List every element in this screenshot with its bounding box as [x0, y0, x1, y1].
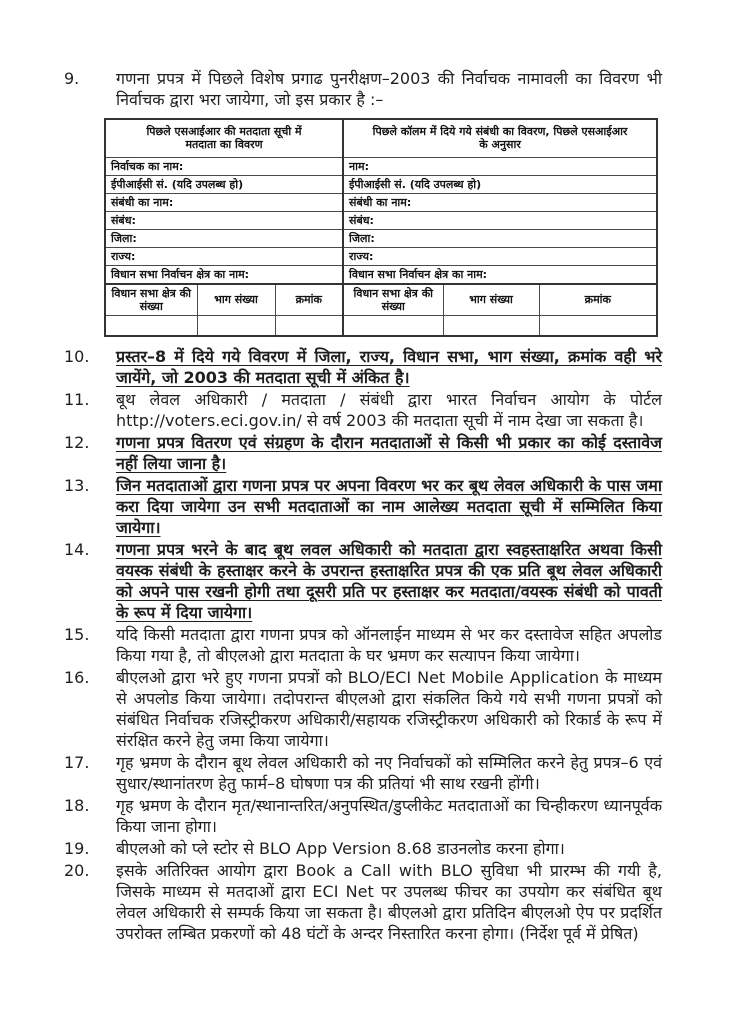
list-item-20 [64, 860, 662, 944]
table-cell: विधान सभा निर्वाचन क्षेत्र का नाम: [105, 265, 343, 284]
item-number: 11. [64, 390, 90, 409]
table-row [105, 175, 657, 193]
table-header-left: पिछले एसआईआर की मतदाता सूची में मतदाता का विवरण [105, 119, 343, 157]
empty-cell [275, 315, 343, 336]
table-cell: संबंध: [343, 211, 657, 229]
item-number: 20. [64, 861, 90, 880]
table-cell: विधान सभा निर्वाचन क्षेत्र का नाम: [343, 265, 657, 284]
item-number: 14. [64, 540, 90, 559]
table-header-row [105, 119, 657, 157]
table-cell: नाम: [343, 157, 657, 175]
item-number: 18. [64, 796, 90, 815]
item-text: गृह भ्रमण के दौरान बूथ लेवल अधिकारी को नए निर्वाचकों को सम्मिलित करने हेतु प्रपत्र–6 एवं सुधार/स्थानांतरण हेतु फार्म–8 घोषणा पत्र की प्रतियां भी साथ रखनी होंगी। [116, 753, 662, 793]
item-text: गणना प्रपत्र भरने के बाद बूथ लवल अधिकारी को मतदाता द्वारा स्वहस्ताक्षरित अथवा किसी वयस्क संबंधी के हस्ताक्षर करने के उपरान्त हस्ताक्षरित प्रपत्र की एक प्रति बूथ लेवल अधिकारी को अपने पास रखनी होगी तथा दूसरी प्रति पर हस्ताक्षर कर मतदाता/वयस्क संबंधी को पावती के रूप में दिया जायेगा। [116, 540, 662, 622]
empty-cell [443, 315, 539, 336]
item-number: 17. [64, 753, 90, 772]
table-cell: राज्य: [343, 247, 657, 265]
item-text: यदि किसी मतदाता द्वारा गणना प्रपत्र को ऑनलाईन माध्यम से भर कर दस्तावेज सहित अपलोड किया गया है, तो बीएलओ द्वारा मतदाता के घर भ्रमण कर सत्यापन किया जायेगा। [116, 625, 662, 665]
table-empty-row [105, 315, 657, 336]
subheader-cell: भाग संख्या [443, 284, 539, 316]
item-text: बूथ लेवल अधिकारी / मतदाता / संबंधी द्वारा भारत निर्वाचन आयोग के पोर्टल http://voters.eci.gov.in/ से वर्ष 2003 की मतदाता सूची में नाम देखा जा सकता है। [116, 390, 662, 430]
subheader-cell: भाग संख्या [197, 284, 275, 316]
item-text: बीएलओ द्वारा भरे हुए गणना प्रपत्रों को BLO/ECI Net Mobile Application के माध्यम से अपलोड किया जायेगा। तदोपरान्त बीएलओ द्वारा संकलित किये गये सभी गणना प्रपत्रों को संबंधित निर्वाचक रजिस्ट्रीकरण अधिकारी/सहायक रजिस्ट्रीकरण अधिकारी को रिकार्ड के रूप में संरक्षित करने हेतु जमा किया जायेगा। [116, 668, 662, 750]
list-item-13 [64, 475, 662, 538]
list-item-9 [64, 68, 662, 110]
list-item-17 [64, 752, 662, 794]
table-cell: जिला: [105, 229, 343, 247]
subheader-cell: विधान सभा क्षेत्र की संख्या [343, 284, 443, 316]
item-number: 9. [64, 69, 80, 88]
list-item-18 [64, 795, 662, 837]
item-number: 10. [64, 347, 90, 366]
subheader-cell: क्रमांक [539, 284, 657, 316]
item-text: बीएलओ को प्ले स्टोर से BLO App Version 8.68 डाउनलोड करना होगा। [116, 839, 565, 858]
table-cell: राज्य: [105, 247, 343, 265]
item-number: 12. [64, 433, 90, 452]
item-text: गणना प्रपत्र वितरण एवं संग्रहण के दौरान मतदाताओं से किसी भी प्रकार का कोई दस्तावेज नहीं लिया जाना है। [116, 433, 662, 473]
table-cell: ईपीआईसी सं. (यदि उपलब्ध हो) [105, 175, 343, 193]
item-number: 13. [64, 476, 90, 495]
table-cell: ईपीआईसी सं. (यदि उपलब्ध हो) [343, 175, 657, 193]
item-text: प्रस्तर–8 में दिये गये विवरण में जिला, राज्य, विधान सभा, भाग संख्या, क्रमांक वही भरे जायेंगे, जो 2003 की मतदाता सूची में अंकित है। [116, 347, 662, 387]
sir-2003-elector-details-table [104, 118, 658, 337]
list-item-14 [64, 539, 662, 623]
item-number: 19. [64, 839, 90, 858]
empty-cell [197, 315, 275, 336]
subheader-cell: क्रमांक [275, 284, 343, 316]
table-cell: संबंधी का नाम: [105, 193, 343, 211]
empty-cell [539, 315, 657, 336]
list-item-19 [64, 838, 662, 859]
item-number: 16. [64, 668, 90, 687]
table-header-right: पिछले कॉलम में दिये गये संबंधी का विवरण, पिछले एसआईआर के अनुसार [343, 119, 657, 157]
empty-cell [343, 315, 443, 336]
table-row [105, 265, 657, 284]
empty-cell [105, 315, 197, 336]
table-row [105, 229, 657, 247]
table-row [105, 211, 657, 229]
subheader-cell: विधान सभा क्षेत्र की संख्या [105, 284, 197, 316]
item-text: इसके अतिरिक्त आयोग द्वारा Book a Call with BLO सुविधा भी प्रारम्भ की गयी है, जिसके माध्यम से मतदाओं द्वारा ECI Net पर उपलब्ध फीचर का उपयोग कर संबंधित बूथ लेवल अधिकारी से सम्पर्क किया जा सकता है। बीएलओ द्वारा प्रतिदिन बीएलओ ऐप पर प्रदर्शित उपरोक्त लम्बित प्रकरणों को 48 घंटों के अन्दर निस्तारित करना होगा। (निर्देश पूर्व में प्रेषित) [116, 861, 662, 943]
table-cell: संबंधी का नाम: [343, 193, 657, 211]
table-subheader-row [105, 284, 657, 316]
item-text: जिन मतदाताओं द्वारा गणना प्रपत्र पर अपना विवरण भर कर बूथ लेवल अधिकारी के पास जमा करा दिया जायेगा उन सभी मतदाताओं का नाम आलेख्य मतदाता सूची में सम्मिलित किया जायेगा। [116, 476, 662, 537]
item-text: गणना प्रपत्र में पिछले विशेष प्रगाढ पुनरीक्षण–2003 की निर्वाचक नामावली का विवरण भी निर्वाचक द्वारा भरा जायेगा, जो इस प्रकार है :– [116, 69, 662, 109]
table-cell: निर्वाचक का नाम: [105, 157, 343, 175]
table-cell: संबंध: [105, 211, 343, 229]
list-item-12 [64, 432, 662, 474]
table-row [105, 157, 657, 175]
table-cell: जिला: [343, 229, 657, 247]
list-item-11 [64, 389, 662, 431]
item-text: गृह भ्रमण के दौरान मृत/स्थानान्तरित/अनुपस्थित/डुप्लीकेट मतदाताओं का चिन्हीकरण ध्यानपूर्वक किया जाना होगा। [116, 796, 662, 836]
table-row [105, 247, 657, 265]
list-item-15 [64, 624, 662, 666]
item-number: 15. [64, 625, 90, 644]
table-row [105, 193, 657, 211]
list-item-10 [64, 346, 662, 388]
list-item-16 [64, 667, 662, 751]
